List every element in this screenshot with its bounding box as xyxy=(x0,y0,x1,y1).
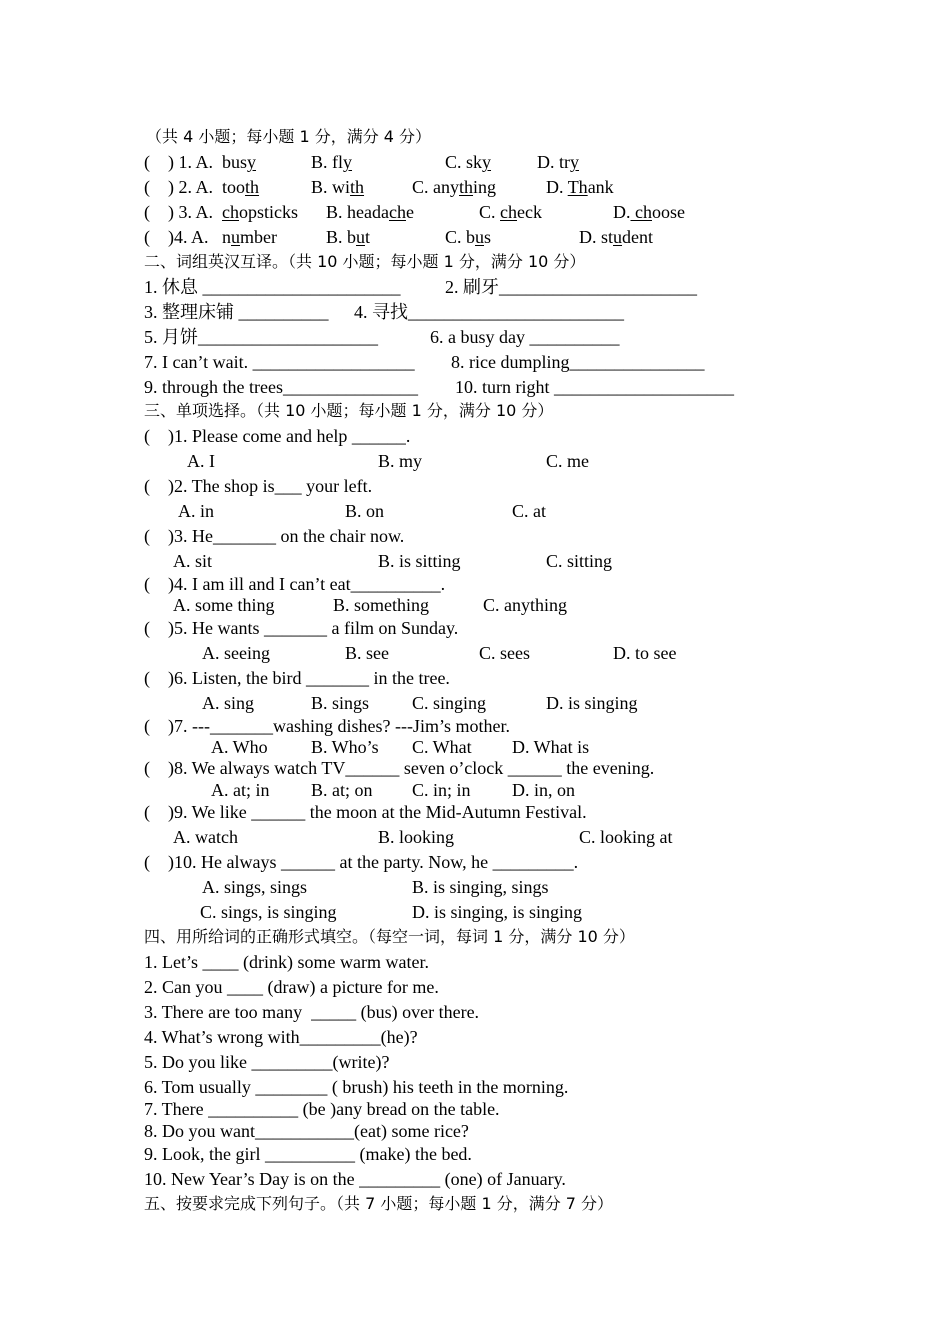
fill-blank-item: 8. Do you want___________(eat) some rice? xyxy=(144,1121,469,1141)
translation-item: 3. 整理床铺 __________ xyxy=(144,302,329,322)
fill-blank-item: 9. Look, the girl __________ (make) the bed. xyxy=(144,1144,472,1164)
option-d: D. in, on xyxy=(512,780,575,800)
translation-item: 8. rice dumpling_______________ xyxy=(451,352,705,372)
option-c: C. sky xyxy=(445,152,492,172)
translation-item: 10. turn right ____________________ xyxy=(455,377,734,397)
question-stem: ( )3. He_______ on the chair now. xyxy=(144,526,405,546)
question-number: ( )4. A. xyxy=(144,227,213,247)
option-d: D. student xyxy=(579,227,654,247)
option-c: C. in; in xyxy=(412,780,471,800)
section-heading-phonics: （共 4 小题；每小题 1 分，满分 4 分） xyxy=(146,127,432,146)
option-a: chopsticks xyxy=(222,202,299,222)
fill-blank-item: 5. Do you like _________(write)? xyxy=(144,1052,390,1072)
option-d: D. to see xyxy=(613,643,677,663)
question-stem: ( )7. ---_______washing dishes? ---Jim’s mother. xyxy=(144,716,510,736)
option-a: A. sing xyxy=(202,693,255,713)
section-heading-phrase-translation: 二、词组英汉互译。（共 10 小题；每小题 1 分，满分 10 分） xyxy=(144,252,586,271)
fill-blank-item: 6. Tom usually ________ ( brush) his teeth in the morning. xyxy=(144,1077,569,1097)
option-b: B. on xyxy=(345,501,385,521)
option-c: C. looking at xyxy=(579,827,673,847)
option-a: A. at; in xyxy=(211,780,270,800)
question-number: ( ) 2. A. xyxy=(144,177,218,197)
option-b: B. fly xyxy=(311,152,353,172)
translation-item: 5. 月饼____________________ xyxy=(144,327,378,347)
section-heading-multiple-choice: 三、单项选择。（共 10 小题；每小题 1 分，满分 10 分） xyxy=(144,401,554,420)
option-a: A. in xyxy=(178,501,214,521)
option-c: C. What xyxy=(412,737,472,757)
fill-blank-item: 3. There are too many _____ (bus) over there. xyxy=(144,1002,480,1022)
question-stem: ( )10. He always ______ at the party. Now, he _________. xyxy=(144,852,579,872)
option-a: A. Who xyxy=(211,737,268,757)
question-stem: ( )2. The shop is___ your left. xyxy=(144,476,373,496)
option-b: B. headache xyxy=(326,202,414,222)
option-a: A. sings, sings xyxy=(202,877,308,897)
option-b: B. my xyxy=(378,451,423,471)
option-d: D. is singing xyxy=(546,693,638,713)
option-b: B. looking xyxy=(378,827,455,847)
translation-item: 6. a busy day __________ xyxy=(430,327,620,347)
section-heading-sentence-transform: 五、按要求完成下列句子。（共 7 小题；每小题 1 分，满分 7 分） xyxy=(144,1194,614,1213)
option-c: C. bus xyxy=(445,227,492,247)
option-b: B. is sitting xyxy=(378,551,461,571)
option-a: A. I xyxy=(187,451,215,471)
option-b: B. but xyxy=(326,227,371,247)
question-stem: ( )6. Listen, the bird _______ in the tree. xyxy=(144,668,450,688)
option-b: B. is singing, sings xyxy=(412,877,549,897)
option-b: B. see xyxy=(345,643,389,663)
question-stem: ( )1. Please come and help ______. xyxy=(144,426,411,446)
translation-item: 4. 寻找________________________ xyxy=(354,302,624,322)
option-a: tooth xyxy=(222,177,260,197)
option-d: D. What is xyxy=(512,737,590,757)
option-b: B. Who’s xyxy=(311,737,379,757)
option-c: C. sitting xyxy=(546,551,613,571)
translation-item: 1. 休息 ______________________ xyxy=(144,277,401,297)
section-heading-word-forms: 四、用所给词的正确形式填空。（每空一词，每词 1 分，满分 10 分） xyxy=(144,927,635,946)
question-stem: ( )4. I am ill and I can’t eat__________. xyxy=(144,574,446,594)
option-d: D. try xyxy=(537,152,579,172)
translation-item: 7. I can’t wait. __________________ xyxy=(144,352,415,372)
translation-item: 9. through the trees_______________ xyxy=(144,377,418,397)
option-d: D. choose xyxy=(613,202,685,222)
option-d: D. is singing, is singing xyxy=(412,902,583,922)
fill-blank-item: 4. What’s wrong with_________(he)? xyxy=(144,1027,418,1047)
option-c: C. sings, is singing xyxy=(200,902,337,922)
option-a: A. seeing xyxy=(202,643,270,663)
option-a: number xyxy=(222,227,277,247)
option-c: C. me xyxy=(546,451,589,471)
question-stem: ( )9. We like ______ the moon at the Mid-Autumn Festival. xyxy=(144,802,587,822)
option-c: C. anything xyxy=(483,595,567,615)
option-c: C. sees xyxy=(479,643,530,663)
option-c: C. anything xyxy=(412,177,497,197)
option-c: C. singing xyxy=(412,693,487,713)
option-a: busy xyxy=(222,152,257,172)
option-c: C. check xyxy=(479,202,542,222)
fill-blank-item: 1. Let’s ____ (drink) some warm water. xyxy=(144,952,429,972)
option-b: B. with xyxy=(311,177,365,197)
option-a: A. watch xyxy=(173,827,238,847)
option-b: B. sings xyxy=(311,693,370,713)
question-number: ( ) 1. A. xyxy=(144,152,218,172)
translation-item: 2. 刷牙______________________ xyxy=(445,277,697,297)
option-a: A. sit xyxy=(173,551,213,571)
question-number: ( ) 3. A. xyxy=(144,202,218,222)
fill-blank-item: 2. Can you ____ (draw) a picture for me. xyxy=(144,977,439,997)
fill-blank-item: 7. There __________ (be )any bread on the table. xyxy=(144,1099,500,1119)
question-stem: ( )8. We always watch TV______ seven o’clock ______ the evening. xyxy=(144,758,655,778)
question-stem: ( )5. He wants _______ a film on Sunday. xyxy=(144,618,459,638)
option-a: A. some thing xyxy=(173,595,275,615)
option-d: D. Thank xyxy=(546,177,614,197)
option-b: B. at; on xyxy=(311,780,373,800)
option-b: B. something xyxy=(333,595,430,615)
option-c: C. at xyxy=(512,501,546,521)
fill-blank-item: 10. New Year’s Day is on the _________ (one) of January. xyxy=(144,1169,566,1189)
